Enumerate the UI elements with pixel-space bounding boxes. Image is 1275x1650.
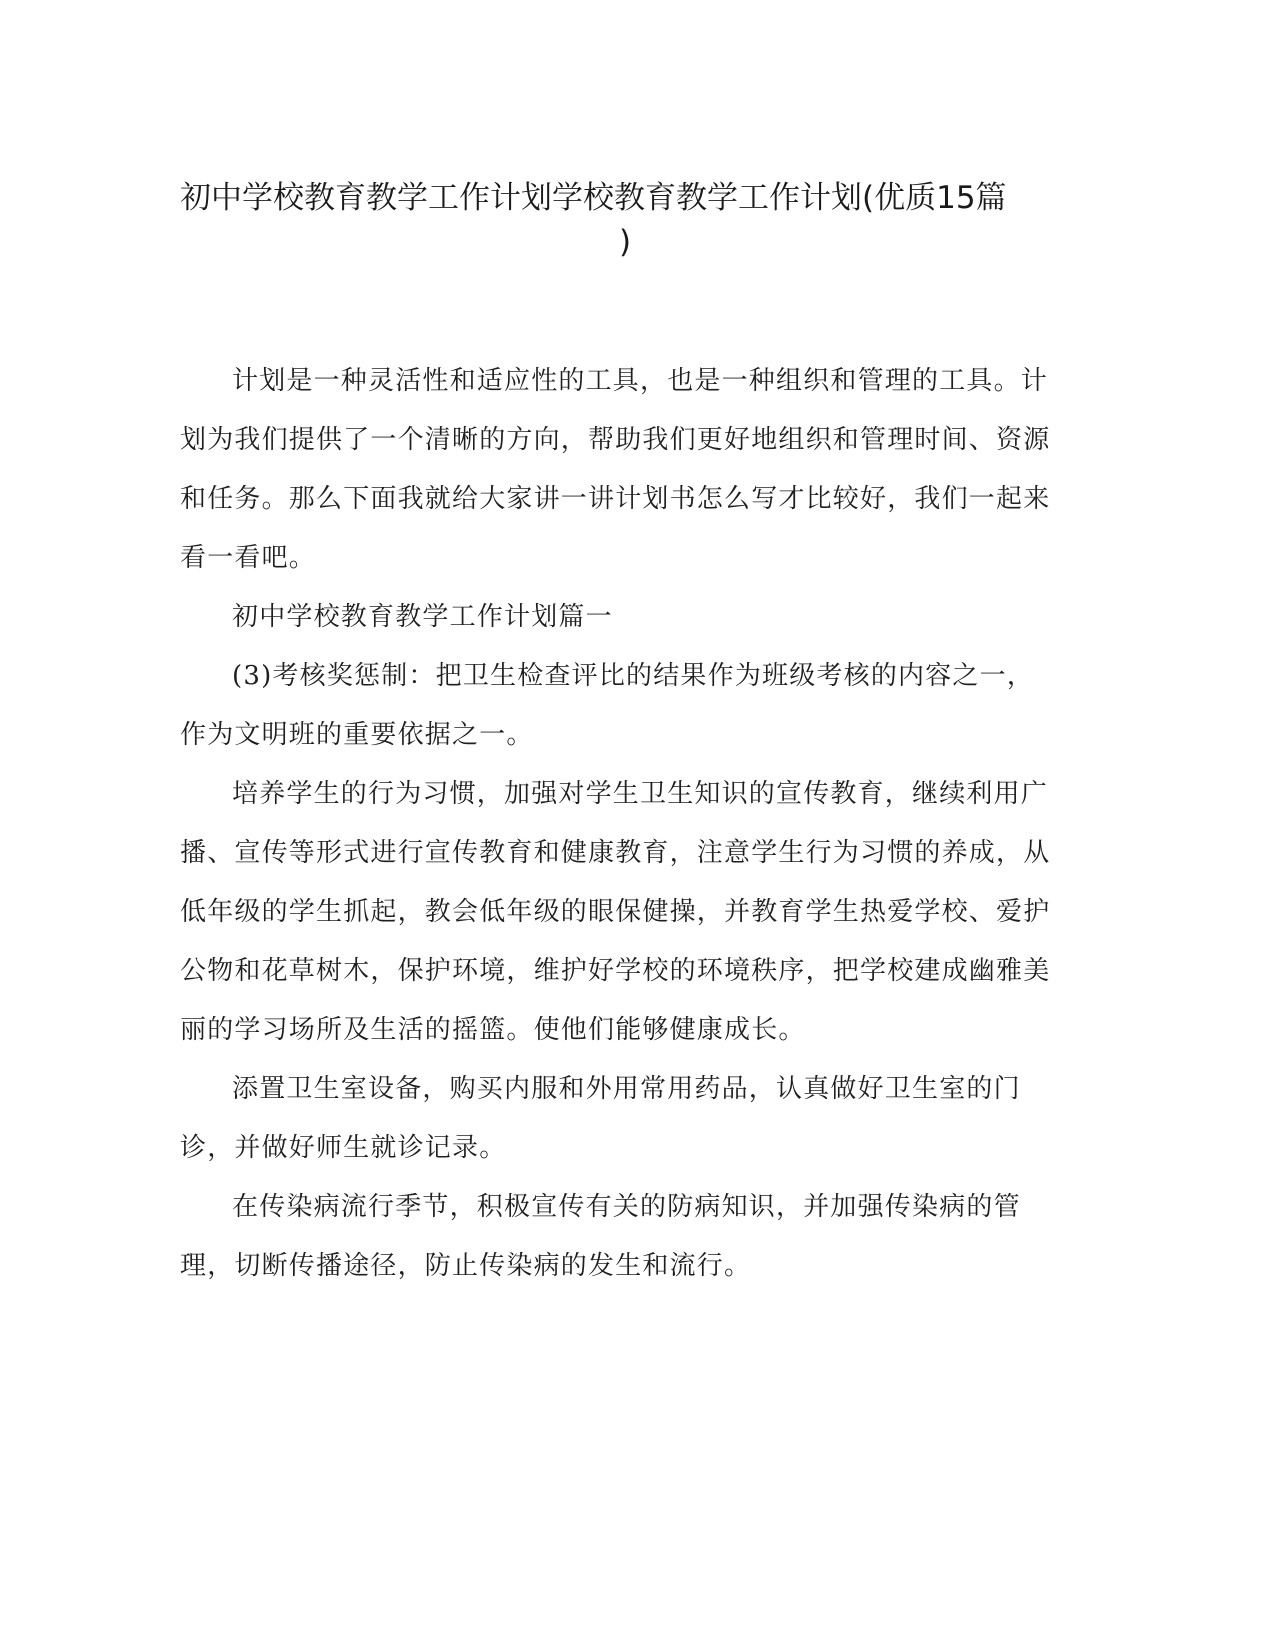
document-body	[180, 352, 1060, 1296]
document-title-closing-paren: )	[619, 224, 632, 260]
paragraph-assessment: (3)考核奖惩制：把卫生检查评比的结果作为班级考核的内容之一，作为文明班的重要依据之一。	[180, 661, 1035, 750]
section-heading: 初中学校教育教学工作计划篇一	[232, 602, 613, 632]
document-title: 初中学校教育教学工作计划学校教育教学工作计划(优质15篇	[180, 180, 1007, 216]
paragraph-intro: 计划是一种灵活性和适应性的工具，也是一种组织和管理的工具。计划为我们提供了一个清晰的方向，帮助我们更好地组织和管理时间、资源和任务。那么下面我就给大家讲一讲计划书怎么写才比较好，我们一起来看一看吧。	[180, 366, 1051, 573]
paragraph-habits: 培养学生的行为习惯，加强对学生卫生知识的宣传教育，继续利用广播、宣传等形式进行宣传教育和健康教育，注意学生行为习惯的养成，从低年级的学生抓起，教会低年级的眼保健操，并教育学生热爱学校、爱护公物和花草树木，保护环境，维护好学校的环境秩序，把学校建成幽雅美丽的学习场所及生活的摇篮。使他们能够健康成长。	[180, 779, 1051, 1045]
paragraph-disease: 在传染病流行季节，积极宣传有关的防病知识，并加强传染病的管理，切断传播途径，防止传染病的发生和流行。	[180, 1192, 1021, 1281]
paragraph-clinic: 添置卫生室设备，购买内服和外用常用药品，认真做好卫生室的门诊，并做好师生就诊记录。	[180, 1074, 1021, 1163]
